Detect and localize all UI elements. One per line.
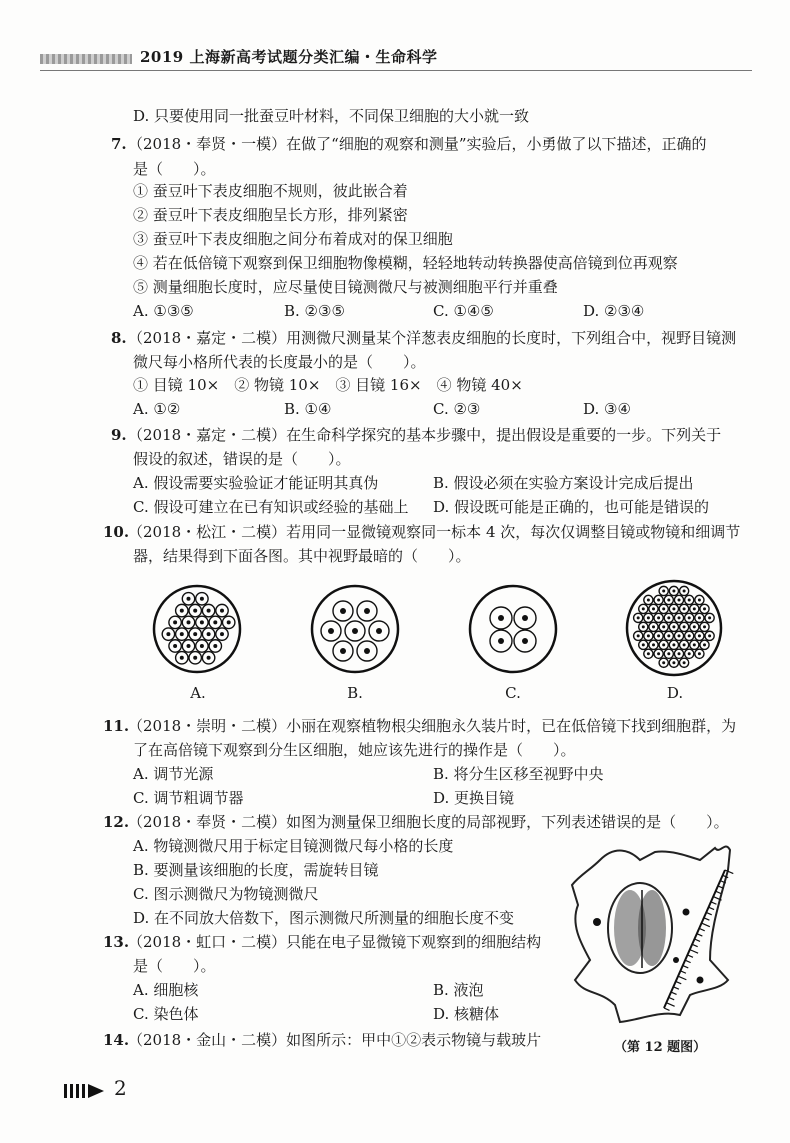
scale-tick bbox=[687, 955, 693, 957]
scale-tick bbox=[673, 987, 679, 989]
cell-nucleus bbox=[187, 620, 191, 624]
cell-nucleus bbox=[193, 656, 197, 660]
cell-nucleus bbox=[667, 652, 670, 655]
cell-nucleus bbox=[698, 634, 701, 637]
cell-nucleus bbox=[678, 598, 681, 601]
cell-nucleus bbox=[647, 616, 650, 619]
scale-tick bbox=[706, 912, 712, 914]
scale-tick bbox=[685, 960, 691, 962]
cell-nucleus bbox=[340, 608, 346, 614]
q11-option-d[interactable]: D. 更换目镜 bbox=[433, 789, 515, 807]
q11-option-a[interactable]: A. 调节光源 bbox=[133, 765, 214, 783]
scale-tick bbox=[692, 944, 698, 946]
q9-option-b[interactable]: B. 假设必须在实验方案设计完成后提出 bbox=[433, 474, 694, 492]
q12-option-c[interactable]: C. 图示测微尺为物镜测微尺 bbox=[133, 885, 319, 903]
cell-nucleus bbox=[667, 616, 670, 619]
q14-stem: （2018・金山・二模）如图所示：甲中①②表示物镜与载玻片 bbox=[128, 1031, 542, 1049]
q10-stem-line2: 器，结果得到下面各图。其中视野最暗的（ ）。 bbox=[133, 547, 471, 565]
scale-tick bbox=[697, 934, 703, 936]
cell-nucleus bbox=[678, 634, 681, 637]
cell-nucleus bbox=[364, 648, 370, 654]
cell-nucleus bbox=[180, 632, 184, 636]
cell-nucleus bbox=[652, 643, 655, 646]
cell-nucleus bbox=[672, 589, 675, 592]
cell-nucleus bbox=[173, 644, 177, 648]
cell-nucleus bbox=[662, 625, 665, 628]
header-rule bbox=[40, 70, 752, 71]
q10-figure-d bbox=[620, 578, 730, 680]
scale-tick bbox=[671, 992, 677, 994]
cell-nucleus bbox=[352, 628, 358, 634]
page-number: 2 bbox=[114, 1076, 127, 1100]
cell-nucleus bbox=[522, 638, 528, 644]
scale-tick bbox=[695, 939, 701, 941]
q10-label-d: D. bbox=[666, 684, 684, 702]
cell-nucleus bbox=[200, 620, 204, 624]
cell-nucleus bbox=[688, 598, 691, 601]
cell-nucleus bbox=[207, 609, 211, 613]
q10-figure-a bbox=[143, 583, 253, 677]
cell-nucleus bbox=[647, 598, 650, 601]
cell-nucleus bbox=[698, 598, 701, 601]
q10-label-c: C. bbox=[505, 684, 521, 702]
q7-statement-2: ② 蚕豆叶下表皮细胞呈长方形，排列紧密 bbox=[133, 206, 408, 224]
cell-nucleus bbox=[708, 616, 711, 619]
cell-nucleus bbox=[200, 644, 204, 648]
cell-nucleus bbox=[683, 589, 686, 592]
cell-nucleus bbox=[657, 616, 660, 619]
q7-statement-3: ③ 蚕豆叶下表皮细胞之间分布着成对的保卫细胞 bbox=[133, 230, 453, 248]
q7-number: 7. bbox=[111, 135, 127, 153]
cell-nucleus bbox=[227, 620, 231, 624]
q7-option-a[interactable]: A. ①③⑤ bbox=[133, 302, 194, 320]
cell-nucleus bbox=[207, 632, 211, 636]
cell-nucleus bbox=[207, 656, 211, 660]
cell-nucleus bbox=[703, 607, 706, 610]
cell-nucleus bbox=[652, 607, 655, 610]
q7-option-c[interactable]: C. ①④⑤ bbox=[433, 302, 494, 320]
cell-nucleus bbox=[647, 634, 650, 637]
q13-stem-line1: （2018・虹口・二模）只能在电子显微镜下观察到的细胞结构 bbox=[128, 933, 542, 951]
cell-nucleus bbox=[220, 609, 224, 613]
q9-option-a[interactable]: A. 假设需要实验验证才能证明其真伪 bbox=[133, 474, 379, 492]
scale-tick bbox=[702, 923, 710, 927]
cell-nucleus bbox=[200, 597, 204, 601]
cell-nucleus bbox=[376, 628, 382, 634]
cell-nucleus bbox=[364, 608, 370, 614]
cell-nucleus bbox=[693, 643, 696, 646]
cell-nucleus bbox=[688, 634, 691, 637]
q7-statement-1: ① 蚕豆叶下表皮细胞不规则，彼此嵌合着 bbox=[133, 182, 408, 200]
cell-nucleus bbox=[678, 652, 681, 655]
q10-stem-line1: （2018・松江・二模）若用同一显微镜观察同一标本 4 次，每次仅调整目镜或物镜和细调节 bbox=[128, 523, 741, 541]
q11-option-b[interactable]: B. 将分生区移至视野中央 bbox=[433, 765, 604, 783]
cell-nucleus bbox=[498, 615, 504, 621]
q12-stem: （2018・奉贤・二模）如图为测量保卫细胞长度的局部视野，下列表述错误的是（ ）。 bbox=[128, 813, 729, 831]
q11-option-c[interactable]: C. 调节粗调节器 bbox=[133, 789, 244, 807]
cell-nucleus bbox=[667, 598, 670, 601]
q7-stem-line2: 是（ ）。 bbox=[133, 160, 216, 178]
q10-figure-b bbox=[301, 583, 411, 677]
q7-option-b[interactable]: B. ②③⑤ bbox=[284, 302, 345, 320]
q11-number: 11. bbox=[103, 717, 130, 735]
cell-nucleus bbox=[683, 643, 686, 646]
q7-statement-4: ④ 若在低倍镜下观察到保卫细胞物像模糊，轻轻地转动转换器使高倍镜到位再观察 bbox=[133, 254, 678, 272]
q12-option-d[interactable]: D. 在不同放大倍数下，图示测微尺所测量的细胞长度不变 bbox=[133, 909, 515, 927]
q9-option-d[interactable]: D. 假设既可能是正确的，也可能是错误的 bbox=[433, 498, 710, 516]
scale-tick bbox=[709, 907, 715, 909]
q10-label-a: A. bbox=[190, 684, 206, 702]
scale-tick bbox=[699, 928, 705, 930]
footer-arrow-icon bbox=[64, 1082, 110, 1100]
q6-option-d: D. 只要使用同一批蚕豆叶材料，不同保卫细胞的大小就一致 bbox=[133, 107, 530, 125]
cell-nucleus bbox=[683, 661, 686, 664]
cell-nucleus bbox=[693, 625, 696, 628]
q11-stem-line2: 了在高倍镜下观察到分生区细胞，她应该先进行的操作是（ ）。 bbox=[133, 741, 576, 759]
scale-tick bbox=[676, 981, 682, 983]
cell-nucleus bbox=[166, 632, 170, 636]
q10-figure-c bbox=[459, 583, 569, 677]
q8-option-b[interactable]: B. ①④ bbox=[284, 400, 332, 418]
cell-nucleus bbox=[672, 643, 675, 646]
q9-option-c[interactable]: C. 假设可建立在已有知识或经验的基础上 bbox=[133, 498, 409, 516]
cell-nucleus bbox=[662, 607, 665, 610]
scale-tick bbox=[690, 950, 698, 954]
cell-nucleus bbox=[522, 615, 528, 621]
scale-tick bbox=[669, 997, 675, 999]
scale-tick bbox=[664, 1008, 670, 1010]
cell-nucleus bbox=[657, 598, 660, 601]
header-decoration-bar bbox=[40, 54, 132, 64]
cell-nucleus bbox=[642, 625, 645, 628]
scale-tick bbox=[666, 1003, 674, 1007]
q10-number: 10. bbox=[103, 523, 130, 541]
cell-nucleus bbox=[637, 634, 640, 637]
cell-nucleus bbox=[698, 616, 701, 619]
cell-nucleus bbox=[683, 607, 686, 610]
cell-nucleus bbox=[340, 648, 346, 654]
cell-nucleus bbox=[652, 625, 655, 628]
q8-stem-line1: （2018・嘉定・二模）用测微尺测量某个洋葱表皮细胞的长度时，下列组合中，视野目镜测 bbox=[128, 329, 737, 347]
cell-nucleus bbox=[662, 643, 665, 646]
scale-tick bbox=[683, 966, 689, 968]
q9-stem-line2: 假设的叙述，错误的是（ ）。 bbox=[133, 450, 351, 468]
q12-figure bbox=[560, 830, 750, 1030]
cell-nucleus bbox=[672, 607, 675, 610]
cell-nucleus bbox=[708, 634, 711, 637]
q9-number: 9. bbox=[111, 426, 127, 444]
q13-number: 13. bbox=[103, 933, 130, 951]
scale-tick bbox=[716, 891, 722, 893]
cell-nucleus bbox=[688, 616, 691, 619]
q7-statement-5: ⑤ 测量细胞长度时，应尽量使目镜测微尺与被测细胞平行并重叠 bbox=[133, 278, 558, 296]
cell-nucleus bbox=[193, 609, 197, 613]
cell-nucleus bbox=[672, 625, 675, 628]
cell-nucleus bbox=[662, 589, 665, 592]
cell-nucleus bbox=[657, 634, 660, 637]
q8-option-c[interactable]: C. ②③ bbox=[433, 400, 481, 418]
q13-option-b[interactable]: B. 液泡 bbox=[433, 981, 484, 999]
cell-nucleus bbox=[672, 661, 675, 664]
cell-nucleus bbox=[667, 634, 670, 637]
q12-option-b[interactable]: B. 要测量该细胞的长度，需旋转目镜 bbox=[133, 861, 379, 879]
cell-nucleus bbox=[213, 644, 217, 648]
scale-tick bbox=[678, 976, 686, 980]
cell-nucleus bbox=[698, 652, 701, 655]
cell-nucleus bbox=[193, 632, 197, 636]
cell-nucleus bbox=[498, 638, 504, 644]
running-header bbox=[40, 46, 752, 72]
cell-nucleus bbox=[647, 652, 650, 655]
cell-nucleus bbox=[688, 652, 691, 655]
cell-nucleus bbox=[637, 616, 640, 619]
cell-nucleus bbox=[173, 620, 177, 624]
q8-option-d[interactable]: D. ③④ bbox=[583, 400, 631, 418]
header-title: 2019 上海新高考试题分类汇编・生命科学 bbox=[140, 48, 438, 66]
q13-option-d[interactable]: D. 核糖体 bbox=[433, 1005, 500, 1023]
cell-nucleus bbox=[220, 632, 224, 636]
q8-number: 8. bbox=[111, 329, 127, 347]
scale-tick bbox=[711, 902, 717, 904]
q12-option-a[interactable]: A. 物镜测微尺用于标定目镜测微尺每小格的长度 bbox=[133, 837, 454, 855]
q7-stem-line1: （2018・奉贤・一模）在做了“细胞的观察和测量”实验后，小勇做了以下描述，正确的 bbox=[128, 135, 707, 153]
cell-nucleus bbox=[657, 652, 660, 655]
cell-nucleus bbox=[328, 628, 334, 634]
q13-option-a[interactable]: A. 细胞核 bbox=[133, 981, 199, 999]
cell-nucleus bbox=[213, 620, 217, 624]
q8-option-a[interactable]: A. ①② bbox=[133, 400, 181, 418]
cell-nucleus bbox=[693, 607, 696, 610]
q7-option-d[interactable]: D. ②③④ bbox=[583, 302, 645, 320]
cell-nucleus bbox=[180, 656, 184, 660]
scale-tick bbox=[704, 918, 710, 920]
q10-label-b: B. bbox=[347, 684, 363, 702]
cell-nucleus bbox=[703, 643, 706, 646]
cell-nucleus bbox=[642, 643, 645, 646]
cell-nucleus bbox=[662, 661, 665, 664]
cell-nucleus bbox=[678, 616, 681, 619]
cell-nucleus bbox=[187, 597, 191, 601]
q11-stem-line1: （2018・崇明・二模）小丽在观察植物根尖细胞永久装片时，已在低倍镜下找到细胞群，为 bbox=[128, 717, 737, 735]
cell-nucleus bbox=[187, 644, 191, 648]
q12-number: 12. bbox=[103, 813, 130, 831]
scale-tick bbox=[680, 971, 686, 973]
q13-option-c[interactable]: C. 染色体 bbox=[133, 1005, 199, 1023]
q8-statements: ① 目镜 10× ② 物镜 10× ③ 目镜 16× ④ 物镜 40× bbox=[133, 376, 523, 394]
q14-number: 14. bbox=[103, 1031, 130, 1049]
cell-nucleus bbox=[180, 609, 184, 613]
q8-stem-line2: 微尺每小格所代表的长度最小的是（ ）。 bbox=[133, 353, 426, 371]
cell-nucleus bbox=[703, 625, 706, 628]
q12-figure-caption: （第 12 题图） bbox=[614, 1040, 707, 1055]
cell-nucleus bbox=[642, 607, 645, 610]
cell-nucleus bbox=[683, 625, 686, 628]
q13-stem-line2: 是（ ）。 bbox=[133, 957, 216, 975]
q9-stem-line1: （2018・嘉定・二模）在生命科学探究的基本步骤中，提出假设是重要的一步。下列关于 bbox=[128, 426, 722, 444]
